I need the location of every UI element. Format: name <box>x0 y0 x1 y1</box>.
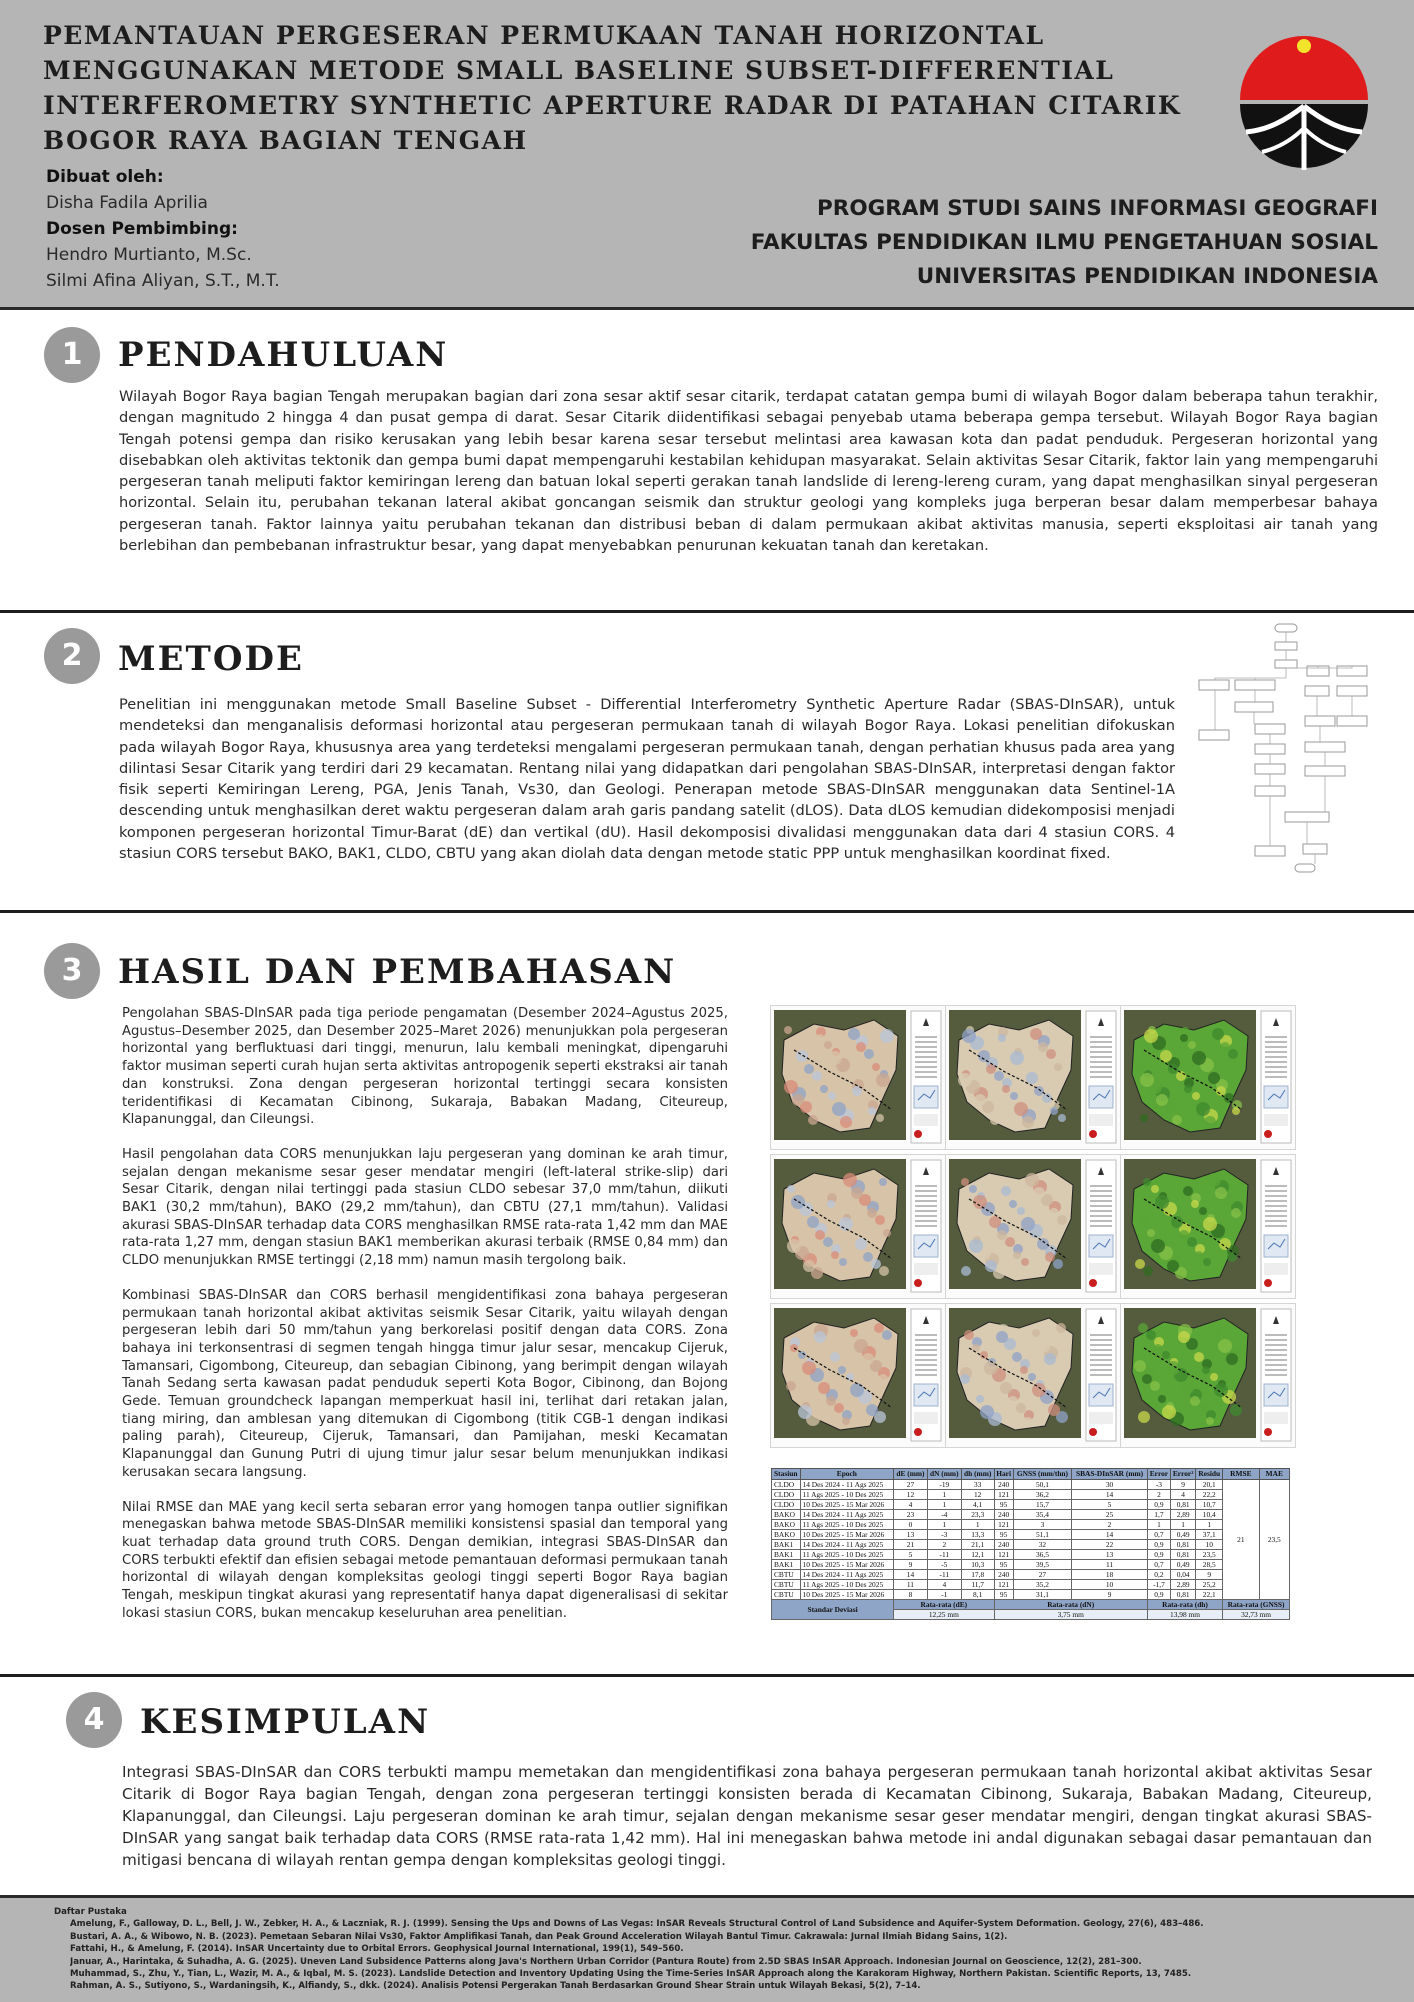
table-header: dN (mm) <box>927 1469 961 1480</box>
table-cell: BAKO <box>772 1510 801 1520</box>
section-divider <box>0 1674 1414 1677</box>
table-cell: 9 <box>1072 1590 1148 1600</box>
table-cell: CBTU <box>772 1570 801 1580</box>
section-divider <box>0 910 1414 913</box>
table-cell: CLDO <box>772 1480 801 1490</box>
table-cell: 121 <box>994 1520 1013 1530</box>
author-name: Disha Fadila Aprilia <box>46 193 208 213</box>
table-row <box>772 1520 1290 1530</box>
table-body <box>772 1480 1290 1620</box>
table-cell: 10 Des 2025 - 15 Mar 2026 <box>800 1530 894 1540</box>
table-cell: 14 Des 2024 - 11 Ags 2025 <box>800 1510 894 1520</box>
table-cell: 2 <box>1072 1520 1148 1530</box>
table-row <box>772 1490 1290 1500</box>
table-cell: 50,1 <box>1013 1480 1071 1490</box>
table-header: Hari <box>994 1469 1013 1480</box>
map-legend-icon <box>1260 1308 1292 1442</box>
table-cell: 0 <box>894 1520 928 1530</box>
summary-header: Rata-rata (dN) <box>994 1600 1147 1610</box>
table-cell: 23,3 <box>961 1510 994 1520</box>
map-legend-icon <box>1085 1010 1117 1144</box>
section-number-badge: 1 <box>44 327 100 383</box>
table-cell: 23 <box>894 1510 928 1520</box>
table-cell: 23,5 <box>1196 1550 1223 1560</box>
table-cell: 2,89 <box>1170 1580 1195 1590</box>
section-body-metode <box>119 694 1175 881</box>
table-cell: 10 Des 2025 - 15 Mar 2026 <box>800 1590 894 1600</box>
table-cell: 0,49 <box>1170 1530 1195 1540</box>
map-legend-icon <box>910 1159 942 1293</box>
table-cell: -3 <box>1147 1480 1170 1490</box>
map-panel <box>945 1005 1121 1150</box>
deformation-map-icon <box>774 1159 906 1289</box>
table-header: GNSS (mm/thn) <box>1013 1469 1071 1480</box>
table-cell: 22,2 <box>1196 1490 1223 1500</box>
table-cell: 27 <box>1013 1570 1071 1580</box>
table-header: Stasiun <box>772 1469 801 1480</box>
references-heading: Daftar Pustaka <box>54 1907 127 1917</box>
map-panel <box>1120 1154 1296 1299</box>
table-cell: BAK1 <box>772 1550 801 1560</box>
table-cell: 17,8 <box>961 1570 994 1580</box>
table-cell: 12 <box>961 1490 994 1500</box>
table-cell: 31,1 <box>1013 1590 1071 1600</box>
map-panel <box>945 1303 1121 1448</box>
table-cell: 25,2 <box>1196 1580 1223 1590</box>
table-header: Error² <box>1170 1469 1195 1480</box>
table-cell: 0,7 <box>1147 1560 1170 1570</box>
table-cell: 12,1 <box>961 1550 994 1560</box>
table-header: dh (mm) <box>961 1469 994 1480</box>
validation-table <box>771 1468 1290 1620</box>
table-cell: -1 <box>927 1590 961 1600</box>
table-row <box>772 1590 1290 1600</box>
section-number-badge: 4 <box>66 1692 122 1748</box>
map-panel <box>770 1303 946 1448</box>
table-cell: 4 <box>894 1500 928 1510</box>
table-cell: 121 <box>994 1550 1013 1560</box>
table-cell: 0,81 <box>1170 1550 1195 1560</box>
table-cell: 1 <box>1147 1520 1170 1530</box>
reference-item: • Muhammad, S., Zhu, Y., Tian, L., Wazir, M. A., & Iqbal, M. S. (2023). Landslide Detection and Inventory Updating Using the Time-Series InSAR Approach along the Karakoram Highway, Northern Pakistan. Scientific Reports, 13, 7485. <box>70 1968 1384 1980</box>
table-cell: 14 Des 2024 - 11 Ags 2025 <box>800 1570 894 1580</box>
map-legend-icon <box>1085 1308 1117 1442</box>
table-cell: 0,2 <box>1147 1570 1170 1580</box>
table-cell: CBTU <box>772 1590 801 1600</box>
table-cell: 12 <box>894 1490 928 1500</box>
references <box>54 1906 1384 1993</box>
table-cell: 2,89 <box>1170 1510 1195 1520</box>
table-cell: BAK1 <box>772 1560 801 1570</box>
table-row <box>772 1540 1290 1550</box>
table-header: Epoch <box>800 1469 894 1480</box>
reference-item: • Bustari, A. A., & Wibowo, N. B. (2023). Pemetaan Sebaran Nilai Vs30, Faktor Amplifikasi Tanah, dan Peak Ground Acceleration Wilayah Bantul Timur. Cakrawala: Jurnal Ilmiah Bidang Sains, 1(2). <box>70 1931 1384 1943</box>
map-legend-icon <box>910 1010 942 1144</box>
table-cell: 14 Des 2024 - 11 Ags 2025 <box>800 1540 894 1550</box>
table-cell: 37,1 <box>1196 1530 1223 1540</box>
table-cell: 1 <box>1170 1520 1195 1530</box>
table-cell: CLDO <box>772 1500 801 1510</box>
rmse-cell: 21 <box>1223 1480 1259 1600</box>
table-cell: 4 <box>927 1580 961 1590</box>
table-cell: 39,5 <box>1013 1560 1071 1570</box>
table-cell: 21,1 <box>961 1540 994 1550</box>
table-cell: 0,9 <box>1147 1500 1170 1510</box>
table-cell: 11 <box>894 1580 928 1590</box>
mae-cell: 23,5 <box>1259 1480 1289 1600</box>
table-cell: 35,2 <box>1013 1580 1071 1590</box>
made-by-label: Dibuat oleh: <box>46 167 164 187</box>
paragraph: Penelitian ini menggunakan metode Small Baseline Subset - Differential Interferometry Synthetic Aperture Radar (SBAS-DInSAR), untuk mendeteksi dan menganalisis deformasi horizontal atau pergeseran permukaan tanah di wilayah Bogor Raya. Lokasi penelitian difokuskan pada wilayah Bogor Raya, khususnya area yang terdeteksi mengalami pergeseran permukaan tanah, dengan perhatian khusus pada area yang dilintasi Sesar Citarik yang terdiri dari 29 kecamatan. Rentang nilai yang didapatkan dari pengolahan SBAS-DInSAR, interpretasi dengan faktor fisik seperti Kemiringan Lereng, PGA, Jenis Tanah, Vs30, dan Geologi. Penerapan metode SBAS-DInSAR menggunakan data Sentinel-1A descending untuk menghasilkan deret waktu pergeseran dalam arah garis pandang satelit (dLOS). Data dLOS kemudian didekomposisi menjadi komponen pergeseran horizontal Timur-Barat (dE) dan vertikal (dU). Hasil dekomposisi divalidasi menggunakan data dari 4 stasiun CORS. 4 stasiun CORS tersebut BAKO, BAK1, CLDO, CBTU yang akan diolah data dengan metode static PPP untuk menghasilkan koordinat fixed. <box>119 696 1175 863</box>
section-number-badge: 2 <box>44 628 100 684</box>
reference-item: • Januar, A., Harintaka, & Suhadha, A. G. (2025). Uneven Land Subsidence Patterns along Java's Northern Urban Corridor (Pantura Route) from 2.5D SBAS InSAR Approach. Indonesian Journal on Geoscience, 12(2), 281–300. <box>70 1956 1384 1968</box>
paragraph: Pengolahan SBAS-DInSAR pada tiga periode pengamatan (Desember 2024–Agustus 2025, Agustus–Desember 2025, dan Desember 2025–Maret 2026) menunjukkan pola pergeseran horizontal yang berfluktuasi dari tinggi, menurun, lalu kembali meningkat, dipengaruhi faktor musiman seperti curah hujan serta aktivitas antropogenik seperti ekstraksi air tanah dan konstruksi. Zona dengan pergeseran horizontal tertinggi secara konsisten teridentifikasi di Kecamatan Cibinong, Sukaraja, Babakan Madang, Citeureup, Klapanunggal, dan Cileungsi. <box>122 1006 728 1128</box>
section-number-badge: 3 <box>44 943 100 999</box>
map-legend-icon <box>1260 1159 1292 1293</box>
table-header: RMSE <box>1223 1469 1259 1480</box>
table-cell: 14 <box>1072 1530 1148 1540</box>
table-cell: CLDO <box>772 1490 801 1500</box>
section-body-hasil <box>122 1005 728 1640</box>
table-row <box>772 1500 1290 1510</box>
faculty: FAKULTAS PENDIDIKAN ILMU PENGETAHUAN SOSIAL <box>750 230 1378 255</box>
table-cell: 10,7 <box>1196 1500 1223 1510</box>
table-cell: 10,3 <box>961 1560 994 1570</box>
summary-header: Rata-rata (dh) <box>1147 1600 1222 1610</box>
university: UNIVERSITAS PENDIDIKAN INDONESIA <box>916 264 1378 289</box>
map-panel <box>1120 1005 1296 1150</box>
summary-value: 3,75 mm <box>994 1610 1147 1620</box>
table-cell: 10 <box>1196 1540 1223 1550</box>
table-cell: 1,7 <box>1147 1510 1170 1520</box>
table-cell: 0,81 <box>1170 1540 1195 1550</box>
table-cell: 36,2 <box>1013 1490 1071 1500</box>
table-cell: -11 <box>927 1550 961 1560</box>
table-cell: 51,1 <box>1013 1530 1071 1540</box>
summary-value: 12,25 mm <box>894 1610 994 1620</box>
table-cell: 1 <box>961 1520 994 1530</box>
table-row <box>772 1530 1290 1540</box>
deformation-map-icon <box>1124 1308 1256 1438</box>
table-cell: BAKO <box>772 1530 801 1540</box>
table-cell: 1 <box>927 1520 961 1530</box>
supervisor-name: Hendro Murtianto, M.Sc. <box>46 245 252 265</box>
table-cell: 15,7 <box>1013 1500 1071 1510</box>
reference-item: • Amelung, F., Galloway, D. L., Bell, J. W., Zebker, H. A., & Laczniak, R. J. (1999). Sensing the Ups and Downs of Las Vegas: InSAR Reveals Structural Control of Land Subsidence and Aquifer-System Deformation. Geology, 27(6), 483–486. <box>70 1918 1384 1930</box>
table-cell: 95 <box>994 1560 1013 1570</box>
table-cell: 10 <box>1072 1580 1148 1590</box>
table-cell: 22,1 <box>1196 1590 1223 1600</box>
section-title-kesimpulan: KESIMPULAN <box>140 1702 431 1742</box>
table-cell: 8 <box>894 1590 928 1600</box>
section-body-kesimpulan <box>122 1761 1372 1888</box>
supervisor-label: Dosen Pembimbing: <box>46 219 238 239</box>
deformation-map-icon <box>1124 1010 1256 1140</box>
table-cell: 121 <box>994 1580 1013 1590</box>
table-cell: 240 <box>994 1570 1013 1580</box>
table-header: dE (mm) <box>894 1469 928 1480</box>
table-cell: 20,1 <box>1196 1480 1223 1490</box>
table-cell: -11 <box>927 1570 961 1580</box>
map-legend-icon <box>1260 1010 1292 1144</box>
section-title-metode: METODE <box>118 639 304 679</box>
table-cell: 0,9 <box>1147 1550 1170 1560</box>
table-cell: 25 <box>1072 1510 1148 1520</box>
table-cell: -19 <box>927 1480 961 1490</box>
summary-value: 32,73 mm <box>1223 1610 1290 1620</box>
table-cell: 0,81 <box>1170 1500 1195 1510</box>
deformation-map-icon <box>774 1010 906 1140</box>
table-cell: 10,4 <box>1196 1510 1223 1520</box>
table-cell: 240 <box>994 1510 1013 1520</box>
summary-header: Rata-rata (dE) <box>894 1600 994 1610</box>
author-block <box>46 164 280 294</box>
table-header: SBAS-DInSAR (mm) <box>1072 1469 1148 1480</box>
table-row <box>772 1560 1290 1570</box>
table-row <box>772 1510 1290 1520</box>
table-cell: 14 <box>894 1570 928 1580</box>
table-cell: 0,9 <box>1147 1590 1170 1600</box>
table-cell: 11,7 <box>961 1580 994 1590</box>
table-cell: 28,5 <box>1196 1560 1223 1570</box>
table-cell: 35,4 <box>1013 1510 1071 1520</box>
table-cell: 14 Des 2024 - 11 Ags 2025 <box>800 1480 894 1490</box>
section-title-hasil: HASIL DAN PEMBAHASAN <box>118 952 677 992</box>
table-cell: CBTU <box>772 1580 801 1590</box>
table-cell: 21 <box>894 1540 928 1550</box>
table-cell: -3 <box>927 1530 961 1540</box>
table-cell: 11 Ags 2025 - 10 Des 2025 <box>800 1580 894 1590</box>
deformation-map-icon <box>1124 1159 1256 1289</box>
table-cell: 240 <box>994 1480 1013 1490</box>
deformation-map-icon <box>949 1159 1081 1289</box>
table-cell: 2 <box>1147 1490 1170 1500</box>
map-panel <box>945 1154 1121 1299</box>
table-row <box>772 1480 1290 1490</box>
table-cell: 22 <box>1072 1540 1148 1550</box>
table-cell: 10 Des 2025 - 15 Mar 2026 <box>800 1560 894 1570</box>
map-legend-icon <box>910 1308 942 1442</box>
table-cell: 11 Ags 2025 - 10 Des 2025 <box>800 1550 894 1560</box>
summary-header: Rata-rata (GNSS) <box>1223 1600 1290 1610</box>
table-cell: 2 <box>927 1540 961 1550</box>
table-cell: 240 <box>994 1540 1013 1550</box>
upi-logo-icon <box>1234 32 1374 180</box>
table-header: Residu <box>1196 1469 1223 1480</box>
table-cell: 95 <box>994 1590 1013 1600</box>
table-cell: 121 <box>994 1490 1013 1500</box>
table-cell: 0,7 <box>1147 1530 1170 1540</box>
table-cell: 11 Ags 2025 - 10 Des 2025 <box>800 1520 894 1530</box>
study-program: PROGRAM STUDI SAINS INFORMASI GEOGRAFI <box>817 196 1378 221</box>
paragraph: Kombinasi SBAS-DInSAR dan CORS berhasil mengidentifikasi zona bahaya pergeseran permukaan tanah horizontal akibat aktivitas seismik Sesar Citarik, yaitu wilayah dengan pergeseran lebih dari 50 mm/tahun yang berkorelasi positif dengan data CORS. Zona bahaya ini terkonsentrasi di segmen tengah hingga timur jalur sesar, mencakup Cijeruk, Tamansari, Cigombong, Citeureup, dan sebagian Cibinong, yang berimpit dengan wilayah Tanah Sedang serta kawasan padat penduduk seperti Kota Bogor, Cibinong, dan Bojong Gede. Temuan groundcheck lapangan memperkuat hasil ini, terlihat dari retakan jalan, tiang miring, dan amblesan yang ditemukan di Cigombong (titik CGB-1 dengan indikasi paling parah), Citeureup, Cijeruk, Tamansari, dan Pamijahan, meski Kecamatan Klapanunggal dan Gunung Putri di ujung timur jalur sesar belum menunjukkan indikasi kerusakan secara langsung. <box>122 1287 728 1480</box>
table-cell: -4 <box>927 1510 961 1520</box>
table-cell: 95 <box>994 1500 1013 1510</box>
table-cell: -1,7 <box>1147 1580 1170 1590</box>
table-cell: 5 <box>1072 1500 1148 1510</box>
paragraph: Nilai RMSE dan MAE yang kecil serta sebaran error yang homogen tanpa outlier signifikan menegaskan bahwa metode SBAS-DInSAR memiliki konsistensi spasial dan temporal yang kuat terhadap data ground truth CORS. Dengan demikian, integrasi SBAS-DInSAR dan CORS terbukti efektif dan efisien sebagai metode pemantauan deformasi permukaan tanah horizontal di wilayah dengan kompleksitas geologi tinggi seperti Bogor Raya bagian Tengah, meskipun tingkat akurasi yang representatif hanya dapat digeneralisasi di sekitar lokasi stasiun CORS, bukan mencakup keseluruhan area penelitian. <box>122 1499 728 1621</box>
table-cell: 9 <box>1196 1570 1223 1580</box>
reference-item: • Fattahi, H., & Amelung, F. (2014). InSAR Uncertainty due to Orbital Errors. Geophysical Journal International, 199(1), 549–560. <box>70 1943 1384 1955</box>
table-cell: 0,04 <box>1170 1570 1195 1580</box>
table-row <box>772 1570 1290 1580</box>
std-label: Standar Deviasi <box>772 1600 894 1620</box>
table-cell: 32 <box>1013 1540 1071 1550</box>
table-cell: 0,81 <box>1170 1590 1195 1600</box>
table-header-row <box>772 1469 1290 1480</box>
map-panel <box>770 1005 946 1150</box>
deformation-maps-grid <box>770 1005 1294 1445</box>
table-cell: 13 <box>894 1530 928 1540</box>
deformation-map-icon <box>949 1308 1081 1438</box>
table-cell: 5 <box>894 1550 928 1560</box>
table-row <box>772 1580 1290 1590</box>
section-title-pendahuluan: PENDAHULUAN <box>118 335 449 375</box>
table-header: Error <box>1147 1469 1170 1480</box>
table-cell: 95 <box>994 1530 1013 1540</box>
table-cell: 36,5 <box>1013 1550 1071 1560</box>
table-cell: 11 Ags 2025 - 10 Des 2025 <box>800 1490 894 1500</box>
std-header-row <box>772 1600 1290 1610</box>
table-cell: 1 <box>927 1490 961 1500</box>
paragraph: Wilayah Bogor Raya bagian Tengah merupakan bagian dari zona sesar aktif sesar citarik, terdapat catatan gempa bumi di wilayah Bogor dalam beberapa tahun terakhir, dengan magnitudo 2 hingga 4 dan pusat gempa di darat. Sesar Citarik diidentifikasi sebagai penyebab utama beberapa gempa tersebut. Wilayah Bogor Raya bagian Tengah potensi gempa dan risiko kerusakan yang lebih besar karena sesar tersebut melintasi area kawasan kota dan padat penduduk. Pergeseran horizontal yang disebabkan oleh aktivitas tektonik dan gempa bumi dapat mempengaruhi kestabilan kehidupan masyarakat. Selain aktivitas Sesar Citarik, faktor lain yang mempengaruhi pergeseran tanah meliputi faktor kemiringan lereng dan batuan lokal seperti gerakan tanah landslide di lereng-lereng curam, yang dapat menghasilkan sinyal pergeseran horizontal. Selain itu, perubahan tekanan lateral akibat goncangan seismik dan struktur geologi yang kompleks juga berperan besar dalam memperbesar bahaya pergeseran tanah. Faktor lainnya yaitu perubahan tekanan dan distribusi beban di dalam permukaan akibat aktivitas manusia, seperti eksploitasi air tanah yang berlebihan dan pembebanan infrastruktur besar, yang dapat menyebabkan penurunan kekuatan tanah dan keretakan. <box>119 388 1378 555</box>
table-cell: 9 <box>894 1560 928 1570</box>
table-cell: 4 <box>1170 1490 1195 1500</box>
table-cell: 18 <box>1072 1570 1148 1580</box>
map-panel <box>1120 1303 1296 1448</box>
section-divider <box>0 610 1414 613</box>
paragraph: Hasil pengolahan data CORS menunjukkan laju pergeseran yang dominan ke arah timur, sejalan dengan mekanisme sesar geser mendatar mengiri (left-lateral strike-slip) dari Sesar Citarik, dengan nilai tertinggi pada stasiun CLDO sebesar 37,0 mm/tahun, diikuti BAK1 (30,2 mm/tahun), BAKO (29,2 mm/tahun), dan CBTU (27,1 mm/tahun). Validasi akurasi SBAS-DInSAR terhadap data CORS menghasilkan RMSE rata-rata 1,42 mm dan MAE rata-rata 1,27 mm, dengan stasiun BAK1 memberikan akurasi terbaik (RMSE 0,84 mm) dan CLDO menunjukkan RMSE tertinggi (2,18 mm) namun masih tergolong baik. <box>122 1146 728 1269</box>
table-cell: 13 <box>1072 1550 1148 1560</box>
table-cell: 9 <box>1170 1480 1195 1490</box>
table-cell: 10 Des 2025 - 15 Mar 2026 <box>800 1500 894 1510</box>
table-cell: 1 <box>927 1500 961 1510</box>
table-cell: 1 <box>1196 1520 1223 1530</box>
map-panel <box>770 1154 946 1299</box>
map-legend-icon <box>1085 1159 1117 1293</box>
method-flowchart-icon <box>1195 620 1375 880</box>
poster-title: PEMANTAUAN PERGESERAN PERMUKAAN TANAH HORIZONTAL MENGGUNAKAN METODE SMALL BASELINE SUBSET-DIFFERENTIAL INTERFEROMETRY SYNTHETIC APERTURE RADAR DI PATAHAN CITARIK BOGOR RAYA BAGIAN TENGAH <box>43 21 1182 155</box>
table-row <box>772 1550 1290 1560</box>
table-cell: 0,9 <box>1147 1540 1170 1550</box>
references-list <box>54 1918 1384 1992</box>
deformation-map-icon <box>774 1308 906 1438</box>
table-cell: -5 <box>927 1560 961 1570</box>
poster-header <box>0 0 1414 310</box>
table-cell: 4,1 <box>961 1500 994 1510</box>
table-cell: 30 <box>1072 1480 1148 1490</box>
section-body-pendahuluan <box>119 386 1378 573</box>
table-cell: 27 <box>894 1480 928 1490</box>
table-header: MAE <box>1259 1469 1289 1480</box>
reference-item: • Rahman, A. S., Sutiyono, S., Wardaningsih, K., Alfiandy, S., dkk. (2024). Analisis Potensi Pergerakan Tanah Berdasarkan Ground Shear Strain untuk Wilayah Bekasi, 5(2), 7–14. <box>70 1980 1384 1992</box>
summary-value: 13,98 mm <box>1147 1610 1222 1620</box>
table-cell: 13,3 <box>961 1530 994 1540</box>
table-cell: 3 <box>1013 1520 1071 1530</box>
table-cell: 8,1 <box>961 1590 994 1600</box>
table-cell: 11 <box>1072 1560 1148 1570</box>
table-cell: BAKO <box>772 1520 801 1530</box>
deformation-map-icon <box>949 1010 1081 1140</box>
table-cell: 0,49 <box>1170 1560 1195 1570</box>
table-cell: 14 <box>1072 1490 1148 1500</box>
table-cell: BAK1 <box>772 1540 801 1550</box>
supervisor-name: Silmi Afina Aliyan, S.T., M.T. <box>46 271 280 291</box>
paragraph: Integrasi SBAS-DInSAR dan CORS terbukti mampu memetakan dan mengidentifikasi zona bahaya pergeseran permukaan tanah horizontal akibat aktivitas Sesar Citarik di Bogor Raya bagian Tengah, dengan zona pergeseran tertinggi konsisten berada di Kecamatan Cibinong, Sukaraja, Babakan Madang, Citeureup, Klapanunggal, dan Cileungsi. Laju pergeseran dominan ke arah timur, sejalan dengan mekanisme sesar geser mendatar mengiri, dengan tingkat akurasi SBAS-DInSAR yang sangat baik terhadap data CORS (RMSE rata-rata 1,42 mm). Hal ini menegaskan bahwa metode ini andal digunakan sebagai dasar pemantauan dan mitigasi bencana di wilayah rentan gempa dengan kompleksitas geologi tinggi. <box>122 1763 1372 1869</box>
table-cell: 33 <box>961 1480 994 1490</box>
institution-block <box>751 192 1378 294</box>
